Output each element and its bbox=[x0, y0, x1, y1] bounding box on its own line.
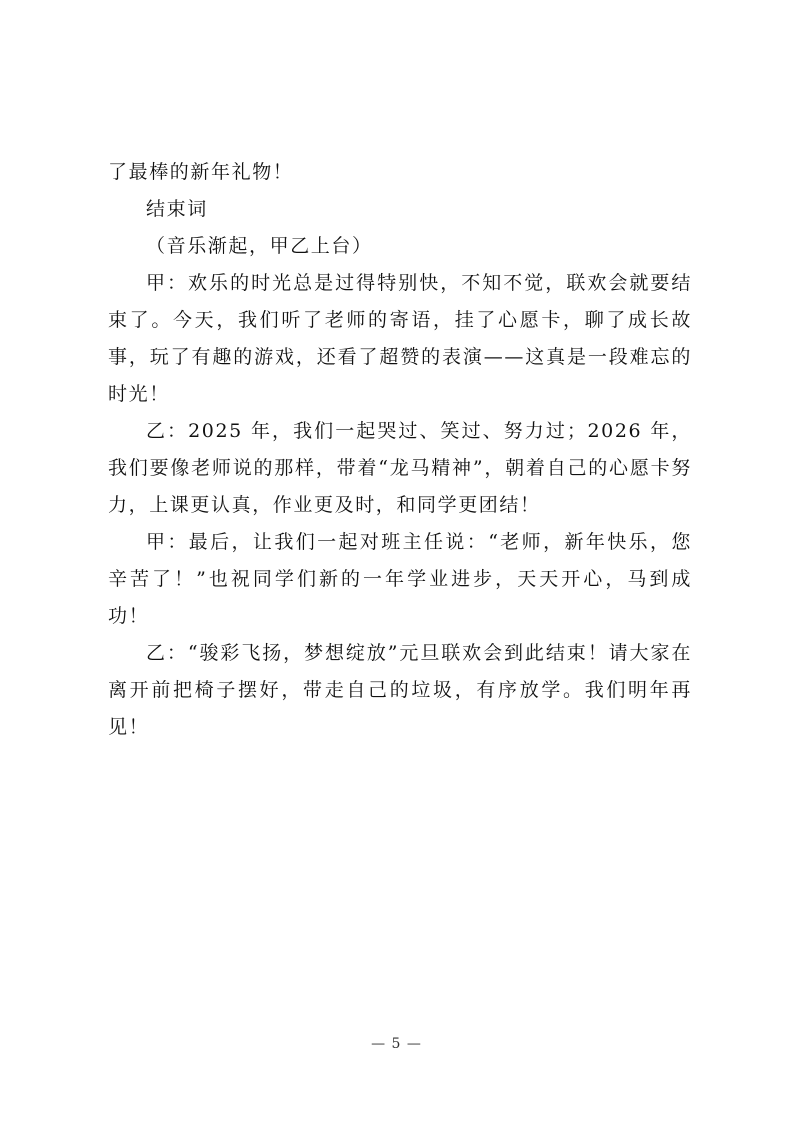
paragraph-host-a-2: 甲：最后，让我们一起对班主任说：“老师，新年快乐，您辛苦了！”也祝同学们新的一年学业进步，天天开心，马到成功！ bbox=[108, 531, 692, 627]
paragraph-host-a-1: 甲：欢乐的时光总是过得特别快，不知不觉，联欢会就要结束了。今天，我们听了老师的寄语，挂了心愿卡，聊了成长故事，玩了有趣的游戏，还看了超赞的表演——这真是一段难忘的时光！ bbox=[108, 272, 692, 405]
page-number: — 5 — bbox=[371, 1036, 422, 1052]
paragraph-continuation: 了最棒的新年礼物！ bbox=[108, 161, 294, 183]
stage-direction: （音乐渐起，甲乙上台） bbox=[146, 235, 373, 257]
paragraph-host-b-2: 乙：“骏彩飞扬，梦想绽放”元旦联欢会到此结束！请大家在离开前把椅子摆好，带走自己的垃圾，有序放学。我们明年再见！ bbox=[108, 642, 692, 738]
section-heading-closing-words: 结束词 bbox=[146, 198, 208, 220]
document-body bbox=[108, 154, 692, 746]
paragraph-host-b-1: 乙：2025 年，我们一起哭过、笑过、努力过；2026 年，我们要像老师说的那样，带着“龙马精神”，朝着自己的心愿卡努力，上课更认真，作业更及时，和同学更团结！ bbox=[108, 420, 692, 516]
